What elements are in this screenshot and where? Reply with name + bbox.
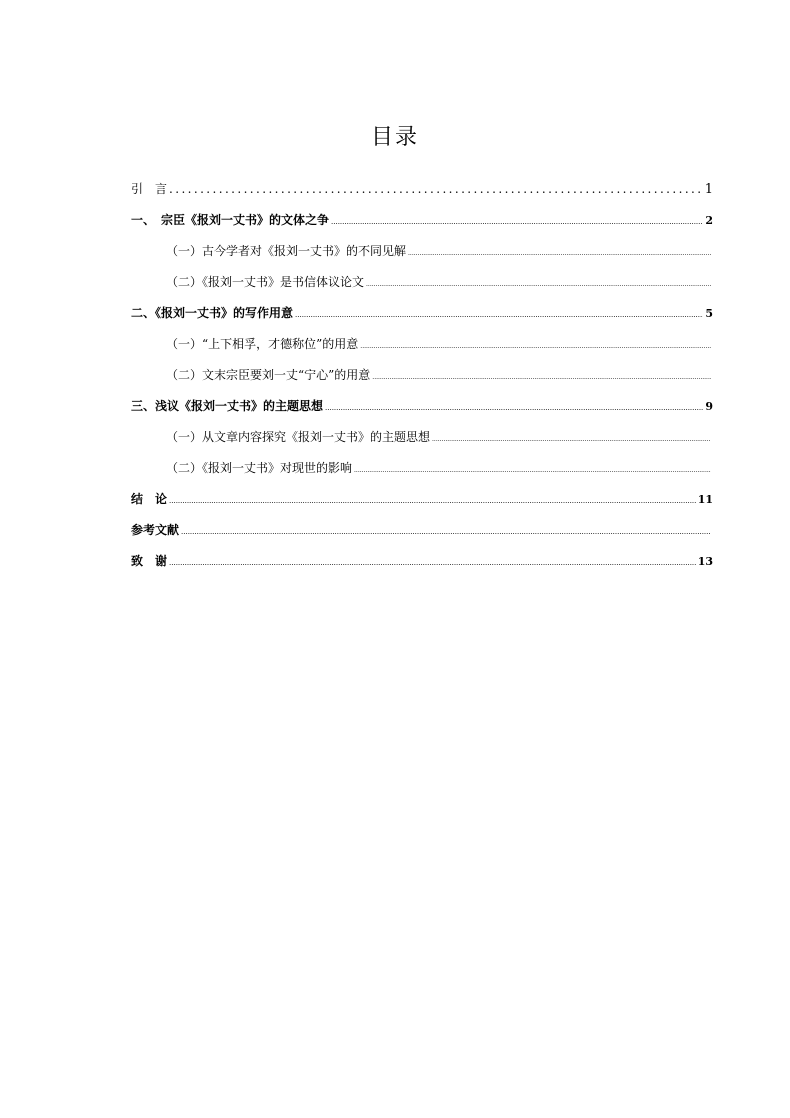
dot-leader — [331, 219, 703, 226]
toc-page-number: 9 — [705, 400, 713, 413]
toc-entry-label: （二）文末宗臣要刘一丈“宁心”的用意 — [166, 368, 371, 382]
toc-entry-label: 一、 宗臣《报刘一丈书》的文体之争 — [131, 213, 330, 227]
toc-entry-label: （一）从文章内容探究《报刘一丈书》的主题思想 — [166, 430, 431, 444]
toc-entry-section-3-1[interactable] — [131, 428, 713, 459]
toc-entry-chapter-2[interactable] — [131, 304, 713, 335]
toc-entry-chapter-1[interactable] — [131, 211, 713, 242]
toc-entry-section-2-1[interactable] — [131, 335, 713, 366]
toc-page-number: 2 — [705, 214, 713, 227]
dot-leader — [408, 251, 711, 257]
toc-entry-label: （二）《报刘一丈书》是书信体议论文 — [166, 275, 365, 289]
toc-page-number: 1 — [704, 182, 713, 197]
toc-entry-label: 致 谢 — [131, 554, 168, 568]
toc-entry-label: （一）“上下相孚，才德称位”的用意 — [166, 337, 359, 351]
toc-entry-label: 参考文献 — [131, 523, 180, 537]
toc-entry-intro[interactable] — [131, 180, 713, 211]
toc-page-number: 13 — [697, 555, 713, 568]
dot-leader — [169, 183, 703, 195]
dot-leader — [372, 375, 711, 381]
toc-entry-chapter-3[interactable] — [131, 397, 713, 428]
dot-leader — [366, 282, 711, 288]
toc-entry-label: （一）古今学者对《报刘一丈书》的不同见解 — [166, 244, 407, 258]
dot-leader — [169, 560, 696, 567]
toc-entry-conclusion[interactable] — [131, 490, 713, 521]
dot-leader — [325, 405, 703, 412]
toc-entry-acknowledgements[interactable] — [131, 552, 713, 583]
dot-leader — [354, 468, 711, 474]
toc-entry-section-2-2[interactable] — [131, 366, 713, 397]
toc-entry-references[interactable] — [131, 521, 713, 552]
dot-leader — [295, 312, 703, 319]
toc-title: 目录 — [370, 125, 419, 150]
toc-entry-section-1-2[interactable] — [131, 273, 713, 304]
toc-entry-label: 结 论 — [131, 492, 168, 506]
toc-entry-label: （二）《报刘一丈书》对现世的影响 — [166, 461, 353, 475]
toc-page-number: 11 — [697, 493, 713, 506]
toc-entry-label: 三、浅议《报刘一丈书》的主题思想 — [131, 399, 324, 413]
dot-leader — [181, 529, 711, 536]
dot-leader — [360, 344, 711, 350]
toc-page-number: 5 — [705, 307, 713, 320]
toc-entry-label: 二、《报刘一丈书》的写作用意 — [131, 306, 294, 320]
toc-entry-section-1-1[interactable] — [131, 242, 713, 273]
dot-leader — [432, 437, 711, 443]
table-of-contents — [131, 180, 713, 583]
toc-entry-label: 引 言 — [131, 182, 168, 196]
dot-leader — [169, 498, 696, 505]
toc-entry-section-3-2[interactable] — [131, 459, 713, 490]
